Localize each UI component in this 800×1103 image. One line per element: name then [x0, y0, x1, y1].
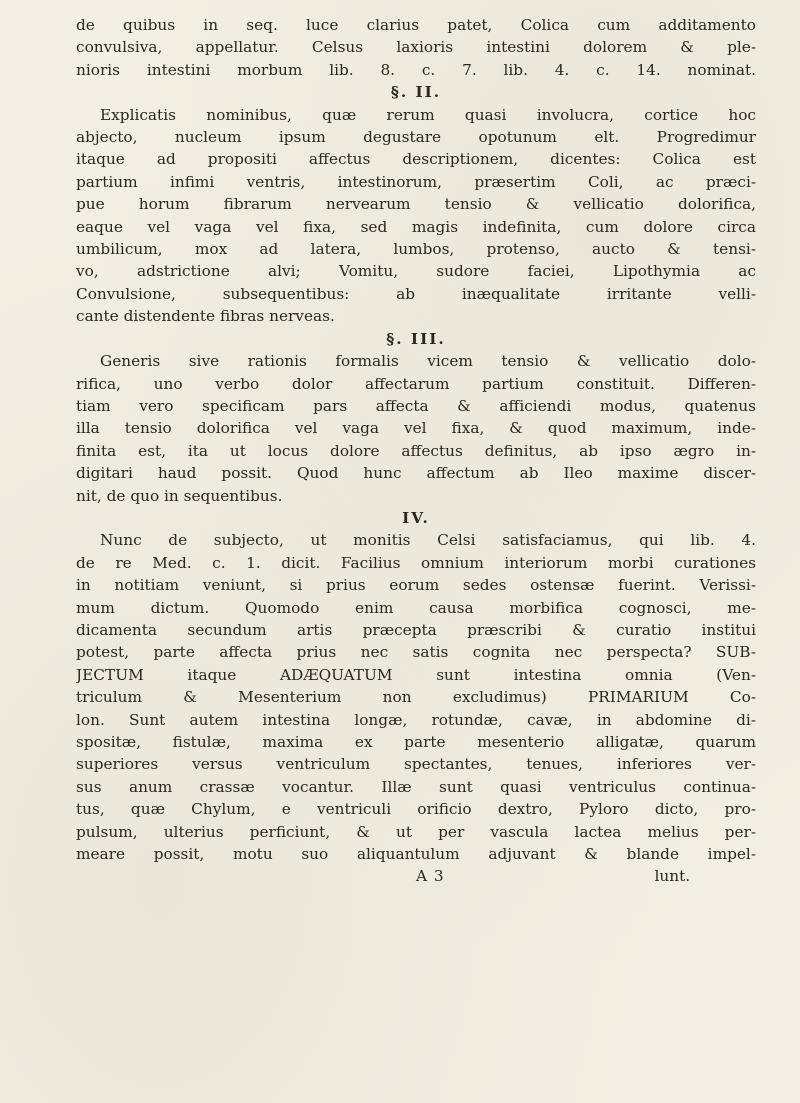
text-line: Convulsione, subsequentibus: ab inæqualitate irritante velli-	[76, 284, 756, 303]
text-line: de quibus in seq. luce clarius patet, Colica cum additamento	[76, 16, 756, 34]
text-line: spositæ, fistulæ, maxima ex parte mesenterio alligatæ, quarum	[76, 733, 756, 751]
text-line: dicamenta secundum artis præcepta præscribi & curatio institui	[76, 620, 756, 639]
text-line: partium infimi ventris, intestinorum, præsertim Coli, ac præci-	[76, 172, 756, 191]
text-line: digitari haud possit. Quod hunc affectum ab Ileo maxime discer-	[76, 464, 756, 483]
text-line: cante distendente fibras nerveas.	[76, 307, 335, 326]
text-line: tus, quæ Chylum, e ventriculi orificio dextro, Pyloro dicto, pro-	[76, 800, 756, 819]
text-line: itaque ad propositi affectus descriptionem, dicentes: Colica est	[76, 150, 756, 169]
text-line: umbilicum, mox ad latera, lumbos, protenso, aucto & tensi-	[76, 240, 756, 259]
text-line: meare possit, motu suo aliquantulum adjuvant & blande impel-	[76, 845, 756, 864]
text-line: sus anum crassæ vocantur. Illæ sunt quasi ventriculus continua-	[76, 777, 756, 796]
section-heading: §. III.	[386, 329, 446, 348]
text-line: illa tensio dolorifica vel vaga vel fixa, & quod maximum, inde-	[76, 419, 756, 438]
section-heading: §. II.	[390, 83, 442, 102]
text-line: in notitiam veniunt, si prius eorum sedes ostensæ fuerint. Verissi-	[76, 576, 756, 595]
page-text	[76, 14, 756, 888]
text-line: Nunc de subjecto, ut monitis Celsi satisfaciamus, qui lib. 4.	[100, 531, 756, 550]
text-line: de re Med. c. 1. dicit. Facilius omnium interiorum morbi curationes	[76, 553, 756, 572]
text-line: triculum & Mesenterium non excludimus) PRIMARIUM Co-	[76, 688, 756, 707]
section-heading: IV.	[402, 508, 430, 527]
text-line: convulsiva, appellatur. Celsus laxioris intestini dolorem & ple-	[76, 38, 756, 57]
text-line: abjecto, nucleum ipsum degustare opotunum elt. Progredimur	[76, 128, 756, 147]
text-line: Explicatis nominibus, quæ rerum quasi involucra, cortice hoc	[100, 105, 756, 124]
text-line: nit, de quo in sequentibus.	[76, 486, 283, 505]
signature-mark: A 3	[416, 867, 445, 886]
text-line: superiores versus ventriculum spectantes, tenues, inferiores ver-	[76, 755, 756, 774]
text-line: pue horum fibrarum nervearum tensio & vellicatio dolorifica,	[76, 195, 756, 214]
text-line: tiam vero specificam pars affecta & afficiendi modus, quatenus	[76, 396, 756, 415]
text-line: lon. Sunt autem intestina longæ, rotundæ, cavæ, in abdomine di-	[76, 710, 756, 729]
text-line: potest, parte affecta prius nec satis cognita nec perspecta? SUB-	[76, 643, 756, 662]
text-line: vo, adstrictione alvi; Vomitu, sudore faciei, Lipothymia ac	[76, 262, 756, 281]
footer-line	[76, 865, 756, 887]
text-line: mum dictum. Quomodo enim causa morbifica cognosci, me-	[76, 598, 756, 617]
text-line: eaque vel vaga vel fixa, sed magis indefinita, cum dolore circa	[76, 217, 756, 236]
text-line: finita est, ita ut locus dolore affectus definitus, ab ipso ægro in-	[76, 441, 756, 460]
text-line: pulsum, ulterius perficiunt, & ut per vascula lactea melius per-	[76, 822, 756, 841]
text-line: Generis sive rationis formalis vicem tensio & vellicatio dolo-	[100, 352, 756, 371]
text-line: nioris intestini morbum lib. 8. c. 7. lib. 4. c. 14. nominat.	[76, 60, 756, 79]
text-line: rifica, uno verbo dolor affectarum partium constituit. Differen-	[76, 374, 756, 393]
catchword: lunt.	[654, 867, 691, 886]
text-line: JECTUM itaque ADÆQUATUM sunt intestina omnia (Ven-	[76, 665, 756, 684]
